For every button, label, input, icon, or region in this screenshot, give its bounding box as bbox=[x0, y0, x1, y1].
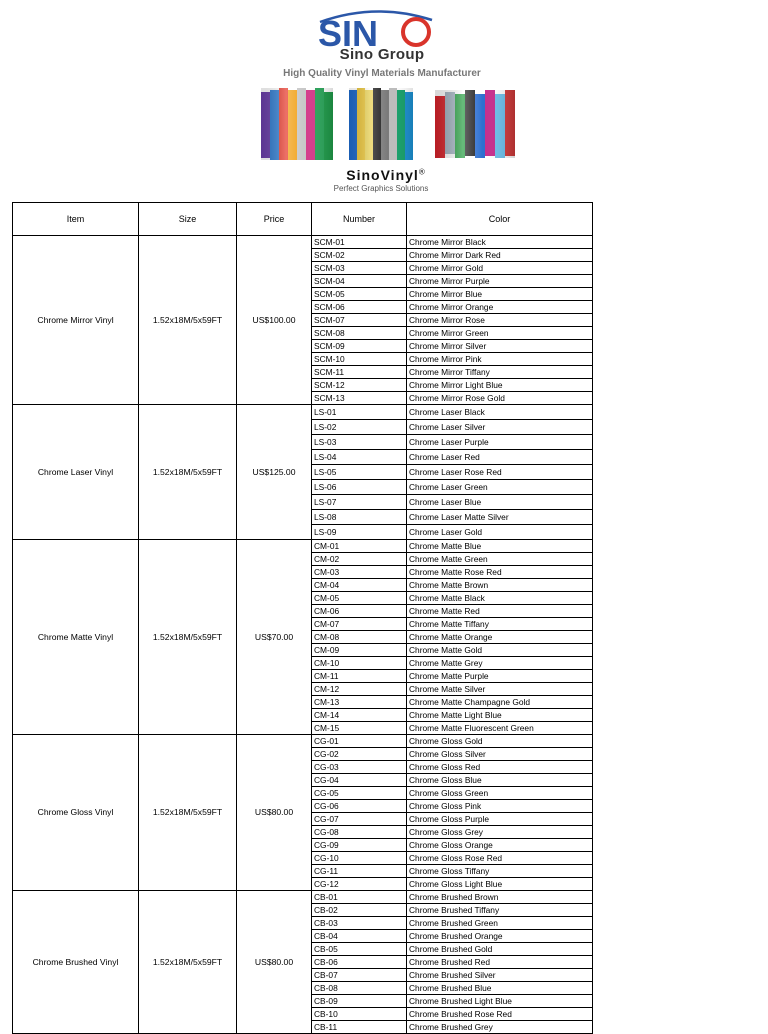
size-cell: 1.52x18M/5x59FT bbox=[139, 236, 237, 405]
item-cell: Chrome Matte Vinyl bbox=[13, 540, 139, 735]
number-cell: SCM-02 bbox=[312, 249, 407, 262]
item-cell: Chrome Gloss Vinyl bbox=[13, 735, 139, 891]
number-cell: CB-08 bbox=[312, 982, 407, 995]
color-cell: Chrome Brushed Blue bbox=[407, 982, 593, 995]
color-cell: Chrome Mirror Silver bbox=[407, 340, 593, 353]
price-cell: US$80.00 bbox=[237, 735, 312, 891]
item-cell: Chrome Mirror Vinyl bbox=[13, 236, 139, 405]
number-cell: CG-01 bbox=[312, 735, 407, 748]
color-cell: Chrome Matte Purple bbox=[407, 670, 593, 683]
number-cell: SCM-11 bbox=[312, 366, 407, 379]
color-cell: Chrome Laser Green bbox=[407, 480, 593, 495]
number-cell: CG-07 bbox=[312, 813, 407, 826]
color-cell: Chrome Gloss Silver bbox=[407, 748, 593, 761]
table-row bbox=[13, 891, 593, 904]
header-size: Size bbox=[139, 203, 237, 236]
color-cell: Chrome Matte Green bbox=[407, 553, 593, 566]
number-cell: CM-05 bbox=[312, 592, 407, 605]
number-cell: CB-04 bbox=[312, 930, 407, 943]
number-cell: CB-03 bbox=[312, 917, 407, 930]
number-cell: CG-05 bbox=[312, 787, 407, 800]
header-number: Number bbox=[312, 203, 407, 236]
number-cell: LS-06 bbox=[312, 480, 407, 495]
brand-tagline: Perfect Graphics Solutions bbox=[333, 184, 429, 193]
number-cell: CM-01 bbox=[312, 540, 407, 553]
color-cell: Chrome Mirror Dark Red bbox=[407, 249, 593, 262]
color-cell: Chrome Mirror Orange bbox=[407, 301, 593, 314]
color-cell: Chrome Mirror Blue bbox=[407, 288, 593, 301]
header-item: Item bbox=[13, 203, 139, 236]
color-cell: Chrome Matte Blue bbox=[407, 540, 593, 553]
number-cell: CG-11 bbox=[312, 865, 407, 878]
number-cell: SCM-06 bbox=[312, 301, 407, 314]
number-cell: SCM-01 bbox=[312, 236, 407, 249]
color-cell: Chrome Gloss Light Blue bbox=[407, 878, 593, 891]
price-cell: US$70.00 bbox=[237, 540, 312, 735]
color-cell: Chrome Brushed Tiffany bbox=[407, 904, 593, 917]
color-cell: Chrome Brushed Rose Red bbox=[407, 1008, 593, 1021]
size-cell: 1.52x18M/5x59FT bbox=[139, 891, 237, 1034]
color-cell: Chrome Laser Matte Silver bbox=[407, 510, 593, 525]
color-cell: Chrome Laser Red bbox=[407, 450, 593, 465]
number-cell: CM-15 bbox=[312, 722, 407, 735]
color-cell: Chrome Mirror Rose Gold bbox=[407, 392, 593, 405]
number-cell: SCM-12 bbox=[312, 379, 407, 392]
number-cell: CM-13 bbox=[312, 696, 407, 709]
color-cell: Chrome Mirror Pink bbox=[407, 353, 593, 366]
color-cell: Chrome Matte Black bbox=[407, 592, 593, 605]
number-cell: LS-04 bbox=[312, 450, 407, 465]
color-cell: Chrome Mirror Purple bbox=[407, 275, 593, 288]
header-color: Color bbox=[407, 203, 593, 236]
number-cell: SCM-07 bbox=[312, 314, 407, 327]
color-cell: Chrome Matte Silver bbox=[407, 683, 593, 696]
number-cell: CM-04 bbox=[312, 579, 407, 592]
size-cell: 1.52x18M/5x59FT bbox=[139, 540, 237, 735]
table-row bbox=[13, 405, 593, 420]
number-cell: CB-02 bbox=[312, 904, 407, 917]
number-cell: CM-07 bbox=[312, 618, 407, 631]
color-cell: Chrome Mirror Gold bbox=[407, 262, 593, 275]
number-cell: SCM-08 bbox=[312, 327, 407, 340]
color-cell: Chrome Brushed Light Blue bbox=[407, 995, 593, 1008]
table-row bbox=[13, 236, 593, 249]
number-cell: LS-05 bbox=[312, 465, 407, 480]
number-cell: SCM-03 bbox=[312, 262, 407, 275]
color-cell: Chrome Mirror Green bbox=[407, 327, 593, 340]
size-cell: 1.52x18M/5x59FT bbox=[139, 405, 237, 540]
group-name: Sino Group bbox=[339, 46, 425, 63]
number-cell: CM-10 bbox=[312, 657, 407, 670]
color-cell: Chrome Matte Rose Red bbox=[407, 566, 593, 579]
logo-o: O bbox=[316, 8, 317, 9]
number-cell: CB-01 bbox=[312, 891, 407, 904]
number-cell: LS-03 bbox=[312, 435, 407, 450]
number-cell: SCM-05 bbox=[312, 288, 407, 301]
number-cell: CM-03 bbox=[312, 566, 407, 579]
color-cell: Chrome Brushed Grey bbox=[407, 1021, 593, 1034]
color-cell: Chrome Brushed Brown bbox=[407, 891, 593, 904]
color-cell: Chrome Gloss Green bbox=[407, 787, 593, 800]
color-cell: Chrome Matte Orange bbox=[407, 631, 593, 644]
color-cell: Chrome Mirror Rose bbox=[407, 314, 593, 327]
number-cell: CM-14 bbox=[312, 709, 407, 722]
color-cell: Chrome Gloss Red bbox=[407, 761, 593, 774]
color-cell: Chrome Gloss Pink bbox=[407, 800, 593, 813]
color-cell: Chrome Mirror Light Blue bbox=[407, 379, 593, 392]
number-cell: LS-01 bbox=[312, 405, 407, 420]
number-cell: CG-12 bbox=[312, 878, 407, 891]
number-cell: CM-11 bbox=[312, 670, 407, 683]
color-cell: Chrome Gloss Purple bbox=[407, 813, 593, 826]
color-cell: Chrome Laser Silver bbox=[407, 420, 593, 435]
number-cell: LS-08 bbox=[312, 510, 407, 525]
color-cell: Chrome Brushed Red bbox=[407, 956, 593, 969]
color-cell: Chrome Laser Gold bbox=[407, 525, 593, 540]
number-cell: CB-10 bbox=[312, 1008, 407, 1021]
number-cell: LS-07 bbox=[312, 495, 407, 510]
color-cell: Chrome Brushed Silver bbox=[407, 969, 593, 982]
color-cell: Chrome Gloss Gold bbox=[407, 735, 593, 748]
tagline: High Quality Vinyl Materials Manufacturer bbox=[283, 68, 481, 79]
color-cell: Chrome Gloss Blue bbox=[407, 774, 593, 787]
price-table bbox=[12, 202, 593, 1034]
number-cell: CG-08 bbox=[312, 826, 407, 839]
table-row bbox=[13, 735, 593, 748]
color-cell: Chrome Laser Blue bbox=[407, 495, 593, 510]
color-cell: Chrome Laser Rose Red bbox=[407, 465, 593, 480]
logo-letters: SIN bbox=[318, 13, 379, 52]
number-cell: CM-12 bbox=[312, 683, 407, 696]
number-cell: LS-02 bbox=[312, 420, 407, 435]
number-cell: CG-02 bbox=[312, 748, 407, 761]
number-cell: CB-07 bbox=[312, 969, 407, 982]
number-cell: CG-04 bbox=[312, 774, 407, 787]
item-cell: Chrome Laser Vinyl bbox=[13, 405, 139, 540]
color-cell: Chrome Gloss Rose Red bbox=[407, 852, 593, 865]
color-cell: Chrome Matte Fluorescent Green bbox=[407, 722, 593, 735]
color-cell: Chrome Matte Brown bbox=[407, 579, 593, 592]
color-cell: Chrome Matte Grey bbox=[407, 657, 593, 670]
brand-text: SinoVinyl bbox=[346, 167, 419, 183]
document-header bbox=[0, 0, 768, 203]
number-cell: LS-09 bbox=[312, 525, 407, 540]
color-cell: Chrome Matte Light Blue bbox=[407, 709, 593, 722]
number-cell: CM-02 bbox=[312, 553, 407, 566]
number-cell: CM-06 bbox=[312, 605, 407, 618]
number-cell: SCM-10 bbox=[312, 353, 407, 366]
number-cell: SCM-04 bbox=[312, 275, 407, 288]
table-row bbox=[13, 540, 593, 553]
price-cell: US$80.00 bbox=[237, 891, 312, 1034]
number-cell: CG-06 bbox=[312, 800, 407, 813]
color-cell: Chrome Matte Champagne Gold bbox=[407, 696, 593, 709]
number-cell: CM-09 bbox=[312, 644, 407, 657]
number-cell: CB-06 bbox=[312, 956, 407, 969]
price-cell: US$100.00 bbox=[237, 236, 312, 405]
number-cell: CB-11 bbox=[312, 1021, 407, 1034]
brand-name bbox=[326, 167, 446, 183]
color-cell: Chrome Mirror Black bbox=[407, 236, 593, 249]
color-cell: Chrome Brushed Orange bbox=[407, 930, 593, 943]
header-price: Price bbox=[237, 203, 312, 236]
color-cell: Chrome Laser Purple bbox=[407, 435, 593, 450]
color-cell: Chrome Laser Black bbox=[407, 405, 593, 420]
color-cell: Chrome Matte Red bbox=[407, 605, 593, 618]
table-header-row bbox=[13, 203, 593, 236]
color-cell: Chrome Matte Gold bbox=[407, 644, 593, 657]
color-cell: Chrome Gloss Tiffany bbox=[407, 865, 593, 878]
color-cell: Chrome Matte Tiffany bbox=[407, 618, 593, 631]
number-cell: SCM-09 bbox=[312, 340, 407, 353]
color-cell: Chrome Brushed Green bbox=[407, 917, 593, 930]
size-cell: 1.52x18M/5x59FT bbox=[139, 735, 237, 891]
number-cell: CG-03 bbox=[312, 761, 407, 774]
number-cell: SCM-13 bbox=[312, 392, 407, 405]
number-cell: CM-08 bbox=[312, 631, 407, 644]
number-cell: CB-05 bbox=[312, 943, 407, 956]
vinyl-rolls-image bbox=[257, 86, 525, 166]
registered-mark: ® bbox=[418, 167, 426, 177]
item-cell: Chrome Brushed Vinyl bbox=[13, 891, 139, 1034]
color-cell: Chrome Gloss Orange bbox=[407, 839, 593, 852]
table-body bbox=[13, 236, 593, 1034]
color-cell: Chrome Gloss Grey bbox=[407, 826, 593, 839]
price-cell: US$125.00 bbox=[237, 405, 312, 540]
number-cell: CG-10 bbox=[312, 852, 407, 865]
number-cell: CB-09 bbox=[312, 995, 407, 1008]
number-cell: CG-09 bbox=[312, 839, 407, 852]
color-cell: Chrome Brushed Gold bbox=[407, 943, 593, 956]
color-cell: Chrome Mirror Tiffany bbox=[407, 366, 593, 379]
